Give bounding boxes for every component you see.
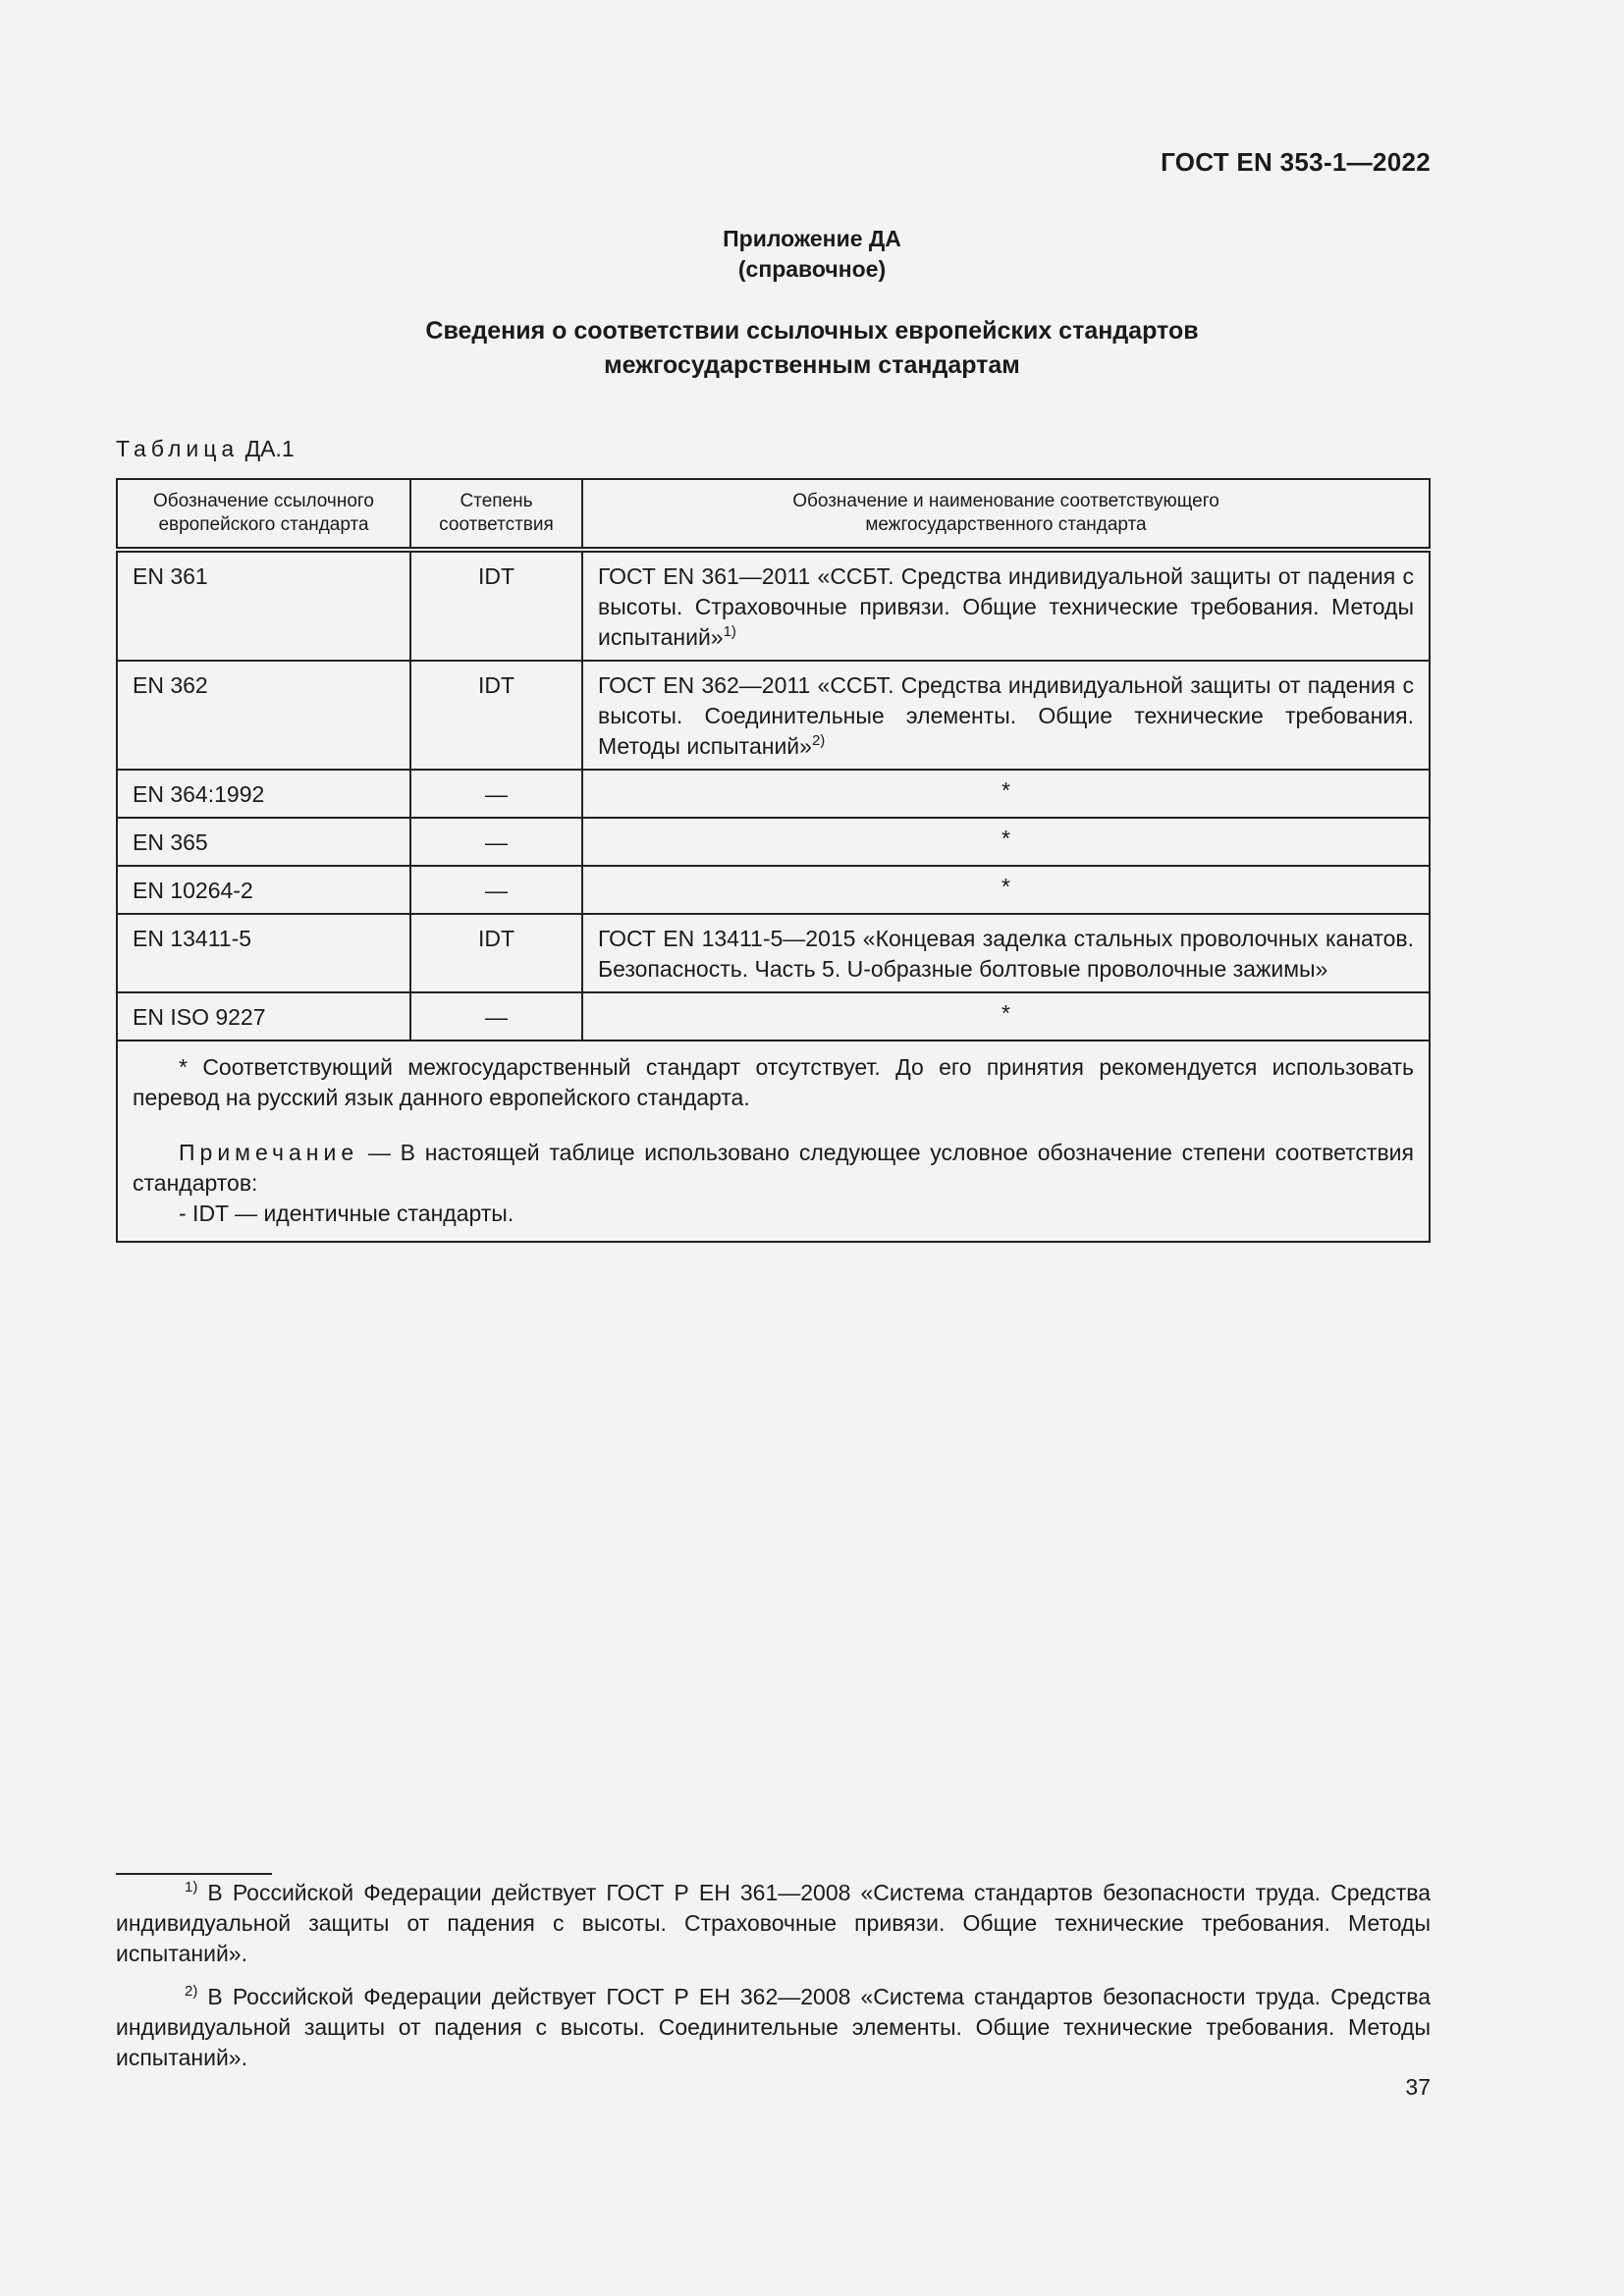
standard-name: * <box>582 866 1430 914</box>
footnote-mark: 1) <box>185 1879 198 1896</box>
table-row <box>117 818 1430 866</box>
header-line: Обозначение и наименование соответствующего <box>792 491 1219 511</box>
table-row <box>117 992 1430 1041</box>
annex-title-line1: Сведения о соответствии ссылочных европейских стандартов <box>425 317 1199 345</box>
document-code: ГОСТ EN 353-1—2022 <box>1161 147 1431 177</box>
table-caption <box>116 436 295 462</box>
note-label: Примечание <box>179 1140 359 1165</box>
reference-code: EN 10264-2 <box>117 866 410 914</box>
annex-label: Приложение ДА <box>723 226 901 251</box>
table-notes <box>117 1041 1430 1242</box>
standard-name <box>582 550 1430 661</box>
standard-name-text: ГОСТ EN 361—2011 «ССБТ. Средства индивидуальной защиты от падения с высоты. Страховочные привязи. Общие технические требования. Методы испытаний» <box>598 563 1414 650</box>
footnote-ref: 1) <box>723 623 736 640</box>
correspondence-table <box>116 478 1431 1243</box>
footnotes <box>116 1878 1431 2086</box>
annex-type: (справочное) <box>737 256 887 282</box>
header-line: межгосударственного стандарта <box>865 514 1147 535</box>
reference-code: EN 365 <box>117 818 410 866</box>
reference-code: EN ISO 9227 <box>117 992 410 1041</box>
degree: — <box>410 866 582 914</box>
table-caption-word: Таблица <box>116 436 240 461</box>
standard-name: ГОСТ EN 13411-5—2015 «Концевая заделка стальных проволочных канатов. Безопасность. Часть 5. U-образные болтовые проволочные зажимы» <box>582 914 1430 992</box>
footnote-text: В Российской Федерации действует ГОСТ Р ЕН 362—2008 «Система стандартов безопасности труда. Средства индивидуальной защиты от падения с высоты. Соединительные элементы. Общие технические требования. Методы испытаний». <box>116 1984 1431 2070</box>
standard-name-text: ГОСТ EN 362—2011 «ССБТ. Средства индивидуальной защиты от падения с высоты. Соединительные элементы. Общие технические требования. Методы испытаний» <box>598 672 1414 759</box>
table-notes-row <box>117 1041 1430 1242</box>
table-caption-number: ДА.1 <box>244 436 295 461</box>
footnote-mark: 2) <box>185 1983 198 2000</box>
table-row <box>117 770 1430 818</box>
annex-title <box>0 314 1624 383</box>
header-line: Степень <box>460 491 533 511</box>
note-item: - IDT — идентичные стандарты. <box>179 1201 514 1226</box>
standard-name: * <box>582 992 1430 1041</box>
degree: IDT <box>410 914 582 992</box>
reference-code: EN 364:1992 <box>117 770 410 818</box>
footnote <box>116 1878 1431 1969</box>
table-row <box>117 661 1430 770</box>
star-note: * Соответствующий межгосударственный стандарт отсутствует. До его принятия рекомендуется использовать перевод на русский язык данного европейского стандарта. <box>133 1054 1414 1110</box>
note-text: — В настоящей таблице использовано следующее условное обозначение степени соответствия стандартов: <box>133 1140 1414 1196</box>
header-line: Обозначение ссылочного <box>153 491 374 511</box>
degree: — <box>410 770 582 818</box>
table-row <box>117 866 1430 914</box>
footnote-divider <box>116 1873 272 1875</box>
degree: — <box>410 992 582 1041</box>
reference-code: EN 361 <box>117 550 410 661</box>
annex-heading <box>0 224 1624 285</box>
standard-name: * <box>582 770 1430 818</box>
reference-code: EN 362 <box>117 661 410 770</box>
page-number: 37 <box>1405 2074 1431 2100</box>
annex-title-line2: межгосударственным стандартам <box>604 351 1020 379</box>
note <box>133 1138 1414 1199</box>
table-row <box>117 550 1430 661</box>
footnote-ref: 2) <box>811 732 826 749</box>
header-line: европейского стандарта <box>158 514 369 535</box>
header-line: соответствия <box>439 514 554 535</box>
degree: — <box>410 818 582 866</box>
header-degree <box>410 479 582 550</box>
footnote <box>116 1982 1431 2073</box>
header-interstate-standard <box>582 479 1430 550</box>
degree: IDT <box>410 661 582 770</box>
standard-name: * <box>582 818 1430 866</box>
header-reference-standard <box>117 479 410 550</box>
table-row <box>117 914 1430 992</box>
degree: IDT <box>410 550 582 661</box>
table-header-row <box>117 479 1430 550</box>
reference-code: EN 13411-5 <box>117 914 410 992</box>
footnote-text: В Российской Федерации действует ГОСТ Р ЕН 361—2008 «Система стандартов безопасности труда. Средства индивидуальной защиты от падения с высоты. Страховочные привязи. Общие технические требования. Методы испытаний». <box>116 1880 1431 1966</box>
standard-name <box>582 661 1430 770</box>
